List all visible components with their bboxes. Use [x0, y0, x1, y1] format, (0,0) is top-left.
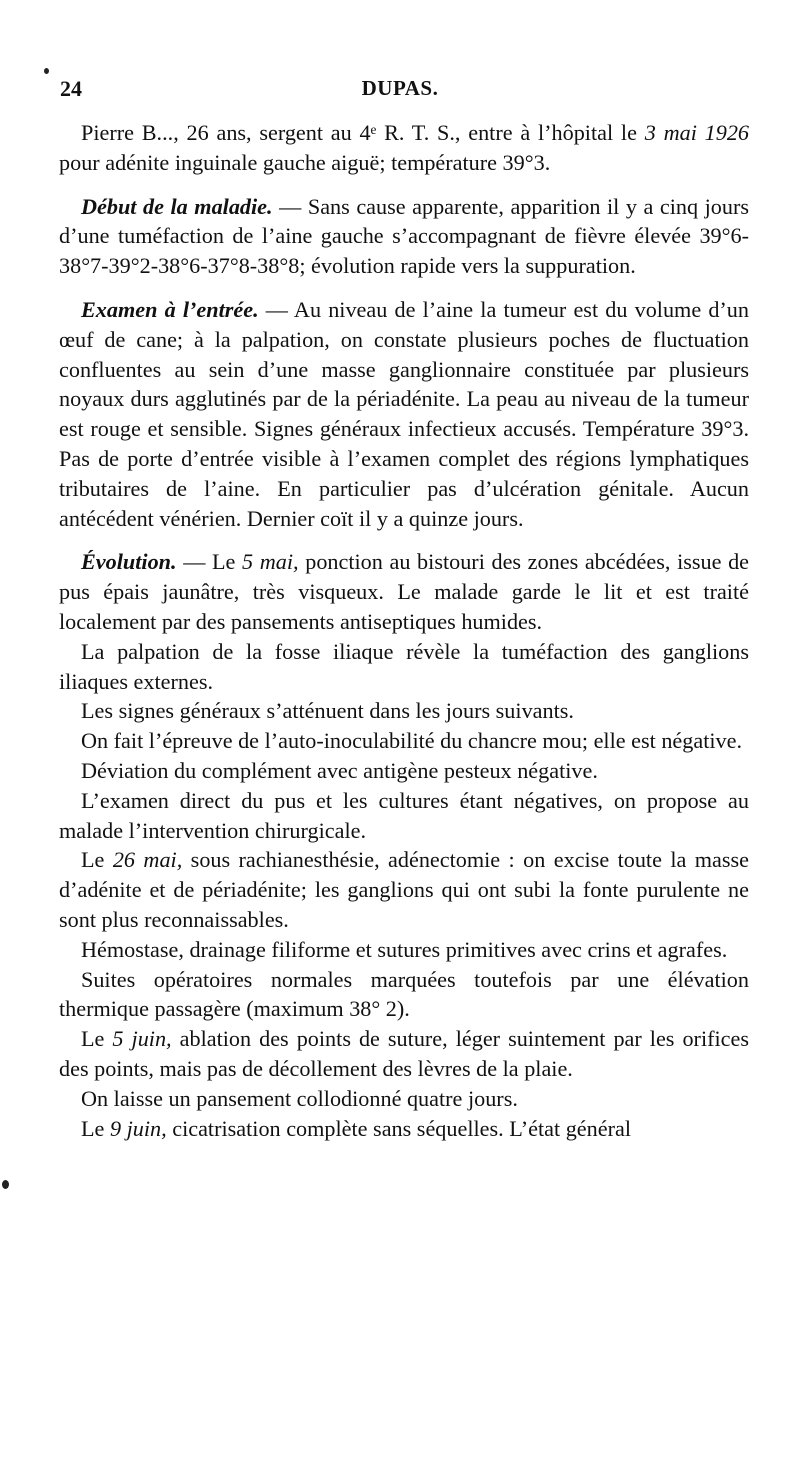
- patient-intro-text: Pierre B..., 26 ans, sergent au 4ᵉ R. T. S., entre à l’hôpital le: [81, 120, 637, 145]
- suture-removal-paragraph: [59, 1024, 749, 1084]
- surgery-paragraph: [59, 845, 749, 934]
- evolution-heading: Évolution.: [81, 549, 177, 575]
- evolution-text-b: ponction au bistouri des zones abcédées, issue de pus épais jaunâtre, très visqueux. Le malade garde le lit et est traité localement par des pansements antiseptiques humides.: [59, 549, 750, 634]
- postop-paragraph: Suites opératoires normales marquées toutefois par une élévation thermique passagère (maximum 38° 2).: [59, 966, 749, 1022]
- healing-date: 9 juin,: [109, 1115, 167, 1141]
- suture-removal-date: 5 juin,: [112, 1026, 172, 1052]
- surgery-text-a: Le: [81, 847, 113, 873]
- onset-heading: Début de la maladie.: [81, 193, 273, 219]
- ink-speck: [2, 1180, 9, 1189]
- complement-deviation-paragraph: Déviation du complément avec antigène pesteux négative.: [81, 757, 598, 783]
- admission-exam-text: — Au niveau de l’aine la tumeur est du volume d’un œuf de cane; à la palpation, on constate plusieurs poches de fluctuation confluentes au sein d’une masse ganglionnaire constituée par plusieurs noyaux durs agglutinés par de la périadénite. La peau au niveau de la tumeur est rouge et sensible. Signes généraux infectieux accusés. Température 39°3. Pas de porte d’entrée visible à l’examen complet des régions lymphatiques tributaires de l’aine. En particulier pas d’ulcération génitale. Aucun antécédent vénérien. Dernier coït il y a quinze jours.: [59, 296, 749, 531]
- evolution-paragraph: [59, 547, 749, 636]
- healing-text-a: Le: [81, 1115, 110, 1141]
- dressing-paragraph: On laisse un pansement collodionné quatre jours.: [81, 1085, 518, 1111]
- evolution-text-a: — Le: [176, 549, 243, 575]
- healing-paragraph: [59, 1114, 749, 1144]
- suture-removal-text-a: Le: [81, 1026, 113, 1052]
- direct-exam-paragraph: L’examen direct du pus et les cultures étant négatives, on propose au malade l’intervention chirurgicale.: [59, 787, 749, 843]
- hemostasis-paragraph: Hémostase, drainage filiforme et sutures primitives avec crins et agrafes.: [81, 936, 728, 962]
- onset-paragraph: [59, 192, 749, 281]
- page-header: [0, 76, 800, 106]
- evolution-date: 5 mai,: [242, 549, 299, 575]
- iliac-palpation-paragraph: La palpation de la fosse iliaque révèle la tuméfaction des ganglions iliaques externes.: [59, 638, 749, 694]
- admission-date: 3 mai 1926: [644, 120, 750, 145]
- general-signs-paragraph: Les signes généraux s’atténuent dans les jours suivants.: [81, 698, 574, 724]
- surgery-date: 26 mai,: [112, 847, 183, 873]
- admission-exam-paragraph: [59, 295, 749, 533]
- onset-text: — Sans cause apparente, apparition il y a cinq jours d’une tuméfaction de l’aine gauche s’accompagnant de fièvre élevée 39°6-38°7-39°2-38°6-37°8-38°8; évolution rapide vers la suppuration.: [59, 193, 749, 279]
- body-text: [59, 118, 749, 1143]
- ink-speck: [44, 68, 49, 74]
- healing-text-b: cicatrisation complète sans séquelles. L’état général: [166, 1115, 631, 1141]
- page-number: 24: [60, 76, 82, 101]
- surgery-text-b: sous rachianesthésie, adénectomie : on excise toute la masse d’adénite et de périadénite; les ganglions qui ont subi la fonte purulente ne sont plus reconnaissables.: [59, 847, 750, 932]
- admission-exam-heading: Examen à l’entrée.: [81, 296, 259, 322]
- auto-inoculation-paragraph: On fait l’épreuve de l’auto-inoculabilité du chancre mou; elle est négative.: [81, 728, 743, 754]
- patient-intro-rest: pour adénite inguinale gauche aiguë; température 39°3.: [59, 149, 551, 175]
- running-head: DUPAS.: [361, 76, 439, 100]
- patient-intro-paragraph: [59, 118, 749, 178]
- suture-removal-text-b: ablation des points de suture, léger suintement par les orifices des points, mais pas de décollement des lèvres de la plaie.: [59, 1026, 749, 1081]
